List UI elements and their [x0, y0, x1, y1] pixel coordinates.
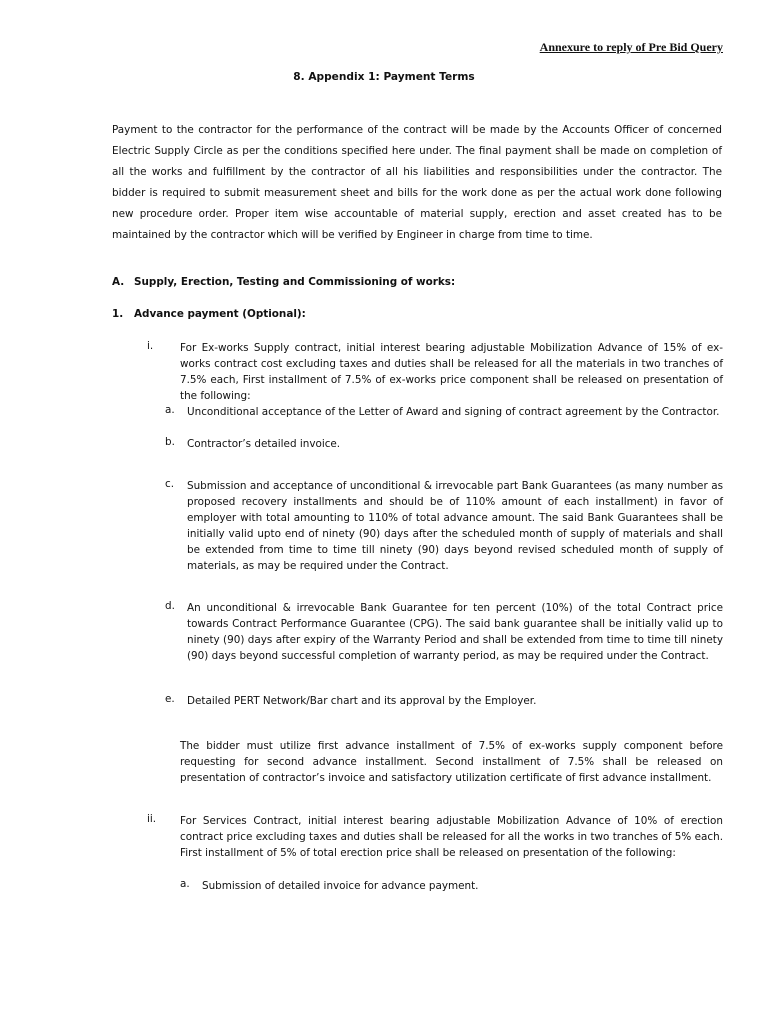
section-1-heading — [112, 308, 306, 320]
item-i-a-label: a. — [165, 404, 175, 416]
item-i-e-text: Detailed PERT Network/Bar chart and its approval by the Employer. — [187, 695, 537, 707]
item-i-c-text: Submission and acceptance of unconditional & irrevocable part Bank Guarantees (as many number as proposed recovery installments and should be of 110% amount of each installment) in favor of employer with total amounting to 110% of total advance amount. The said Bank Guarantees shall be initially valid upto end of ninety (90) days after the scheduled month of supply of materials and shall be extended from time to time till ninety (90) days beyond revised scheduled month of supply of materials, as may be required under the Contract. — [187, 480, 723, 572]
item-i-d-text: An unconditional & irrevocable Bank Guarantee for ten percent (10%) of the total Contract price towards Contract Performance Guarantee (CPG). The said bank guarantee shall be initially valid up to ninety (90) days after expiry of the Warranty Period and shall be extended from time to time till ninety (90) days beyond successful completion of warranty period, as may be required under the Contract. — [187, 602, 723, 662]
item-ii-label: ii. — [147, 813, 157, 825]
item-ii-a-text: Submission of detailed invoice for advance payment. — [202, 880, 479, 892]
section-1-text: Advance payment (Optional): — [134, 308, 306, 320]
item-i-b-text: Contractor’s detailed invoice. — [187, 438, 341, 450]
item-i-a-text: Unconditional acceptance of the Letter of Award and signing of contract agreement by the Contractor. — [187, 406, 720, 418]
item-i-label: i. — [147, 340, 154, 352]
intro-paragraph: Payment to the contractor for the performance of the contract will be made by the Accounts Officer of concerned Electric Supply Circle as per the conditions specified here under. The final payment shall be made on completion of all the works and fulfillment by the contractor of all his liabilities and responsibilities under the contractor. The bidder is required to submit measurement sheet and bills for the work done as per the actual work done following new procedure order. Proper item wise accountable of material supply, erection and asset created has to be maintained by the contractor which will be verified by Engineer in charge from time to time. — [112, 124, 722, 241]
item-i-c-label: c. — [165, 478, 175, 490]
section-a-heading — [112, 276, 455, 288]
item-i-d-label: d. — [165, 600, 175, 612]
annexure-header: Annexure to reply of Pre Bid Query — [539, 40, 723, 54]
item-ii-a-label: a. — [180, 878, 190, 890]
item-i-note: The bidder must utilize first advance installment of 7.5% of ex-works supply component before requesting for second advance installment. Second installment of 7.5% shall be released on presentation of contractor’s invoice and satisfactory utilization certificate of first advance installment. — [180, 740, 723, 784]
section-a-label: A. — [112, 276, 125, 288]
section-a-text: Supply, Erection, Testing and Commissioning of works: — [134, 276, 456, 288]
item-i-b-label: b. — [165, 436, 175, 448]
page-title: 8. Appendix 1: Payment Terms — [293, 71, 475, 83]
item-i-text: For Ex-works Supply contract, initial interest bearing adjustable Mobilization Advance of 15% of ex-works contract cost excluding taxes and duties shall be released for all the materials in two tranches of 7.5% each, First installment of 7.5% of ex-works price component shall be released on presentation of the following: — [180, 342, 723, 402]
section-1-label: 1. — [112, 308, 124, 320]
item-i-e-label: e. — [165, 693, 175, 705]
item-ii-text: For Services Contract, initial interest bearing adjustable Mobilization Advance of 10% of erection contract price excluding taxes and duties shall be released for all the works in two tranches of 5% each. First installment of 5% of total erection price shall be released on presentation of the following: — [180, 815, 723, 859]
